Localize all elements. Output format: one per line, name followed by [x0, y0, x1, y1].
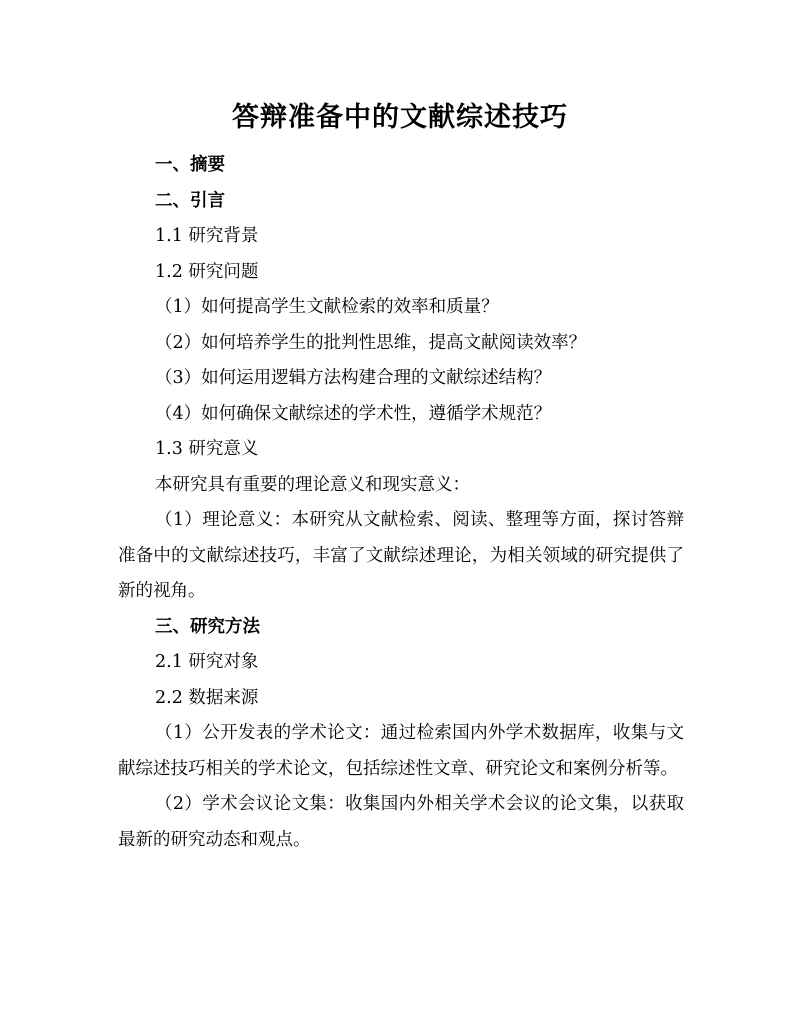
data-source-paragraph-1: （1）公开发表的学术论文：通过检索国内外学术数据库，收集与文献综述技巧相关的学术论文，包括综述性文章、研究论文和案例分析等。	[118, 723, 684, 779]
section-heading-abstract: 一、摘要	[155, 155, 225, 175]
research-question-4: （4）如何确保文献综述的学术性，遵循学术规范？	[155, 403, 552, 424]
research-question-3: （3）如何运用逻辑方法构建合理的文献综述结构？	[155, 368, 552, 388]
section-heading-introduction: 二、引言	[155, 190, 225, 211]
research-question-2: （2）如何培养学生的批判性思维，提高文献阅读效率？	[155, 332, 587, 353]
research-question-1: （1）如何提高学生文献检索的效率和质量？	[155, 297, 499, 317]
subsection-research-questions: 1.2 研究问题	[155, 261, 259, 282]
document-body	[118, 148, 684, 858]
subsection-research-subject: 2.1 研究对象	[155, 652, 259, 672]
subsection-research-significance: 1.3 研究意义	[155, 439, 259, 459]
significance-intro: 本研究具有重要的理论意义和现实意义：	[155, 474, 470, 495]
significance-paragraph-1: （1）理论意义：本研究从文献检索、阅读、整理等方面，探讨答辩准备中的文献综述技巧，丰富了文献综述理论，为相关领域的研究提供了新的视角。	[118, 510, 684, 601]
subsection-research-background: 1.1 研究背景	[155, 226, 259, 246]
section-heading-methods: 三、研究方法	[155, 616, 260, 637]
document-title: 答辩准备中的文献综述技巧	[232, 102, 568, 133]
data-source-paragraph-2: （2）学术会议论文集：收集国内外相关学术会议的论文集，以获取最新的研究动态和观点。	[118, 794, 684, 850]
subsection-data-source: 2.2 数据来源	[155, 687, 259, 708]
